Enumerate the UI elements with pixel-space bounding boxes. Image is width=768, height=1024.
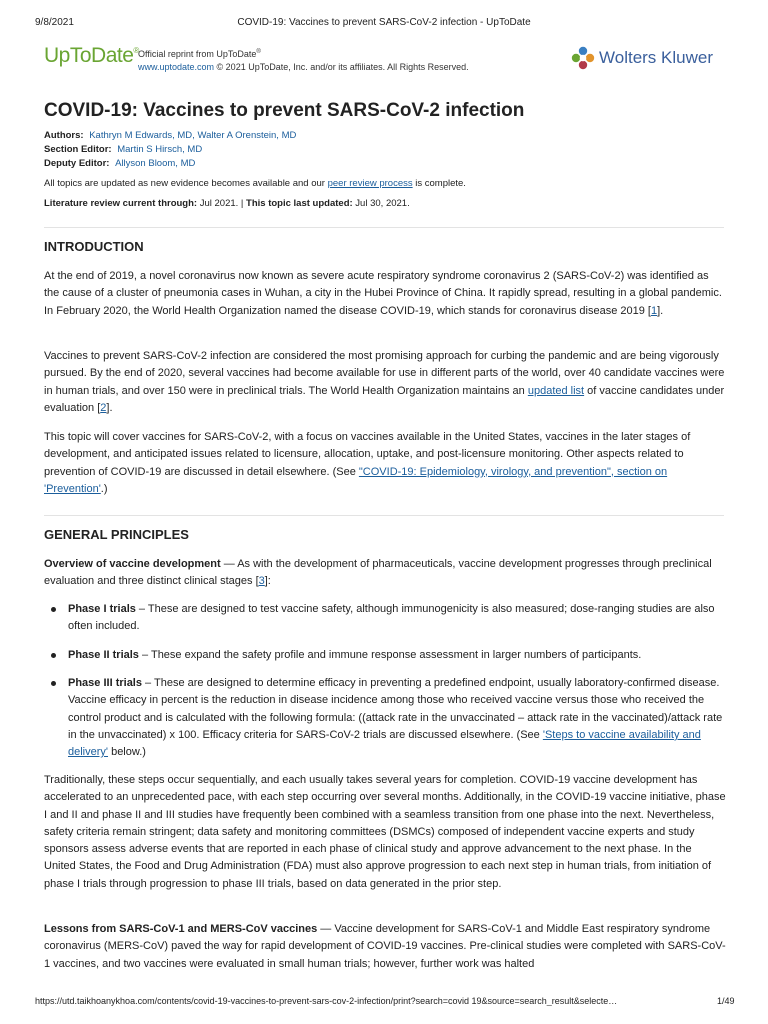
lessons-text: — Vaccine development for SARS-CoV-1 and Middle East respiratory syndrome coronavirus (MERS-CoV) paved the way for rapid development of COVID-19 vaccines. Pre-clinical studies were completed with SARS-CoV-1 vaccines, and two vaccines were evaluated in small human trials; however, further work was halted	[44, 923, 726, 970]
deputy-editor-line	[44, 158, 195, 169]
overview-label: Overview of vaccine development	[44, 558, 221, 570]
steps-to-availability-link[interactable]: 'Steps to vaccine availability and delivery'	[68, 728, 701, 759]
update-policy-line	[44, 178, 466, 189]
phase-3-label: Phase III trials	[68, 677, 142, 689]
copyright-text: © 2021 UpToDate, Inc. and/or its affiliates. All Rights Reserved.	[214, 61, 469, 72]
section-editor-link[interactable]: Martin S Hirsch, MD	[117, 144, 203, 155]
print-page-title: COVID-19: Vaccines to prevent SARS-CoV-2 infection - UpToDate	[237, 17, 531, 28]
section-editor-label: Section Editor:	[44, 144, 112, 155]
reprint-reg: ®	[256, 49, 261, 55]
reference-link-1[interactable]: 1	[650, 304, 658, 317]
author-link-orenstein[interactable]: Walter A Orenstein, MD	[197, 130, 297, 141]
lessons-label: Lessons from SARS-CoV-1 and MERS-CoV vaccines	[44, 923, 318, 935]
phase-2-item	[68, 647, 726, 664]
overview-text: — As with the development of pharmaceuticals, vaccine development progresses through preclinical evaluation and three distinct clinical stages [	[44, 558, 712, 588]
update-policy-text: All topics are updated as new evidence becomes available and our	[44, 178, 328, 189]
phase-1-label: Phase I trials	[68, 603, 136, 615]
intro-paragraph-1	[44, 268, 726, 320]
intro-p2-text: Vaccines to prevent SARS-CoV-2 infection are considered the most promising approach for curbing the pandemic and are being vigorously pursued. By the end of 2020, several vaccines had become available for use in different parts of the world, over 40 candidate vaccines were in human trials, and over 150 were in preclinical trials. The World Health Organization maintains an	[44, 350, 725, 397]
phase-3-end: below.)	[108, 746, 146, 759]
update-policy-end: is complete.	[412, 178, 466, 189]
wolters-kluwer-text: Wolters Kluwer	[599, 48, 713, 67]
authors-line	[44, 130, 296, 141]
intro-paragraph-2	[44, 348, 726, 417]
phase-3-text: – These are designed to determine efficacy in preventing a predefined endpoint, usually laboratory-confirmed disease. Vaccine efficacy in percent is the reduction in disease incidence among those who received vaccine versus those who received the control product and is calculated with the following formula: ((attack rate in the unvaccinated – attack rate in the vaccinated)/attack rate in the unvaccinated) x 100. Efficacy criteria for SARS-CoV-2 trials are discussed elsewhere. (See	[68, 677, 723, 741]
print-date: 9/8/2021	[35, 17, 74, 28]
epidemiology-prevention-link[interactable]: "COVID-19: Epidemiology, virology, and prevention", section on 'Prevention'	[44, 465, 668, 495]
section-divider	[44, 515, 724, 516]
overview-paragraph	[44, 556, 726, 591]
print-footer-url: https://utd.taikhoanykhoa.com/contents/covid-19-vaccines-to-prevent-sars-cov-2-infection/print?search=covid 19&source=search_result&selecte…	[35, 996, 618, 1006]
phase-1-item	[68, 601, 726, 636]
intro-p3-end: .)	[100, 482, 108, 495]
intro-p2-end: ].	[106, 401, 113, 414]
literature-review-label: Literature review current through:	[44, 198, 198, 209]
topic-updated-label: This topic last updated:	[246, 198, 353, 209]
bullet-dot	[51, 653, 56, 658]
reference-link-2[interactable]: 2	[100, 401, 107, 414]
print-page-number: 1/49	[717, 996, 735, 1006]
reference-link-3[interactable]: 3	[258, 575, 265, 588]
section-editor-line	[44, 144, 202, 155]
topic-updated-value: Jul 30, 2021.	[352, 198, 410, 209]
overview-end: ]:	[264, 575, 271, 588]
traditional-paragraph: Traditionally, these steps occur sequentially, and each usually takes several years for completion. COVID-19 vaccine development has accelerated to an unprecedented pace, with each step occurring over several months. Additionally, in the COVID-19 vaccine initiative, phase I and II and phase II and III studies have frequently been combined with a seamless transition from one phase into the next. Nevertheless, safety criteria remain stringent; data safety and monitoring committees (DSMCs) composed of independent vaccine experts and study sponsors assess adverse events that are reported in each phase of clinical study and approve advancement to the next phase. In the United States, the Food and Drug Administration (FDA) must also approve progression to each next step in human trials, from initiation of phase I trials through progression to phase III trials, based on data generated in the prior step.	[44, 774, 726, 890]
deputy-editor-label: Deputy Editor:	[44, 158, 110, 169]
review-dates-line	[44, 198, 410, 209]
phase-2-text: – These expand the safety profile and immune response assessment in larger numbers of participants.	[138, 649, 642, 661]
phase-1-text: – These are designed to test vaccine safety, although immunogenicity is also measured; dose-ranging studies are also often included.	[68, 603, 715, 633]
phase-3-item	[68, 675, 726, 761]
author-link-edwards[interactable]: Kathryn M Edwards, MD	[89, 130, 193, 141]
author-separator: ,	[192, 130, 198, 141]
bullet-dot	[51, 607, 56, 612]
wolters-kluwer-globe-icon	[571, 46, 595, 70]
reprint-line: Official reprint from UpToDate	[138, 49, 257, 59]
intro-paragraph-3	[44, 429, 726, 498]
general-principles-heading: GENERAL PRINCIPLES	[44, 527, 189, 542]
authors-label: Authors:	[44, 130, 84, 141]
wolters-kluwer-logo[interactable]	[571, 46, 713, 70]
uptodate-logo-reg: ®	[133, 46, 139, 55]
uptodate-logo[interactable]	[44, 44, 139, 68]
uptodate-logo-text: UpToDate	[44, 44, 134, 67]
section-divider	[44, 227, 724, 228]
uptodate-site-link[interactable]: www.uptodate.com	[138, 61, 215, 72]
intro-p1-end: ].	[657, 304, 664, 317]
literature-review-value: Jul 2021. |	[197, 198, 247, 209]
updated-list-link[interactable]: updated list	[527, 384, 585, 397]
reprint-notice	[138, 46, 469, 73]
deputy-editor-link[interactable]: Allyson Bloom, MD	[115, 158, 196, 169]
bullet-dot	[51, 681, 56, 686]
peer-review-link[interactable]: peer review process	[327, 178, 413, 189]
article-title: COVID-19: Vaccines to prevent SARS-CoV-2 infection	[44, 100, 525, 121]
introduction-heading: INTRODUCTION	[44, 239, 144, 254]
lessons-paragraph	[44, 921, 726, 973]
intro-p3-text: This topic will cover vaccines for SARS-CoV-2, with a focus on vaccines available in the United States, vaccines in the later stages of development, and anticipated issues related to licensure, allocation, uptake, and post-licensure monitoring. Other aspects related to prevention of COVID-19 are discussed in detail elsewhere. (See	[44, 431, 691, 478]
intro-p1-text: At the end of 2019, a novel coronavirus now known as severe acute respiratory syndrome coronavirus 2 (SARS-CoV-2) was identified as the cause of a cluster of pneumonia cases in Wuhan, a city in the Hubei Province of China. It rapidly spread, resulting in a global pandemic. In February 2020, the World Health Organization named the disease COVID-19, which stands for coronavirus disease 2019 [	[44, 270, 722, 317]
phase-2-label: Phase II trials	[68, 649, 139, 661]
intro-p2-mid: of vaccine candidates under evaluation [	[44, 384, 725, 414]
